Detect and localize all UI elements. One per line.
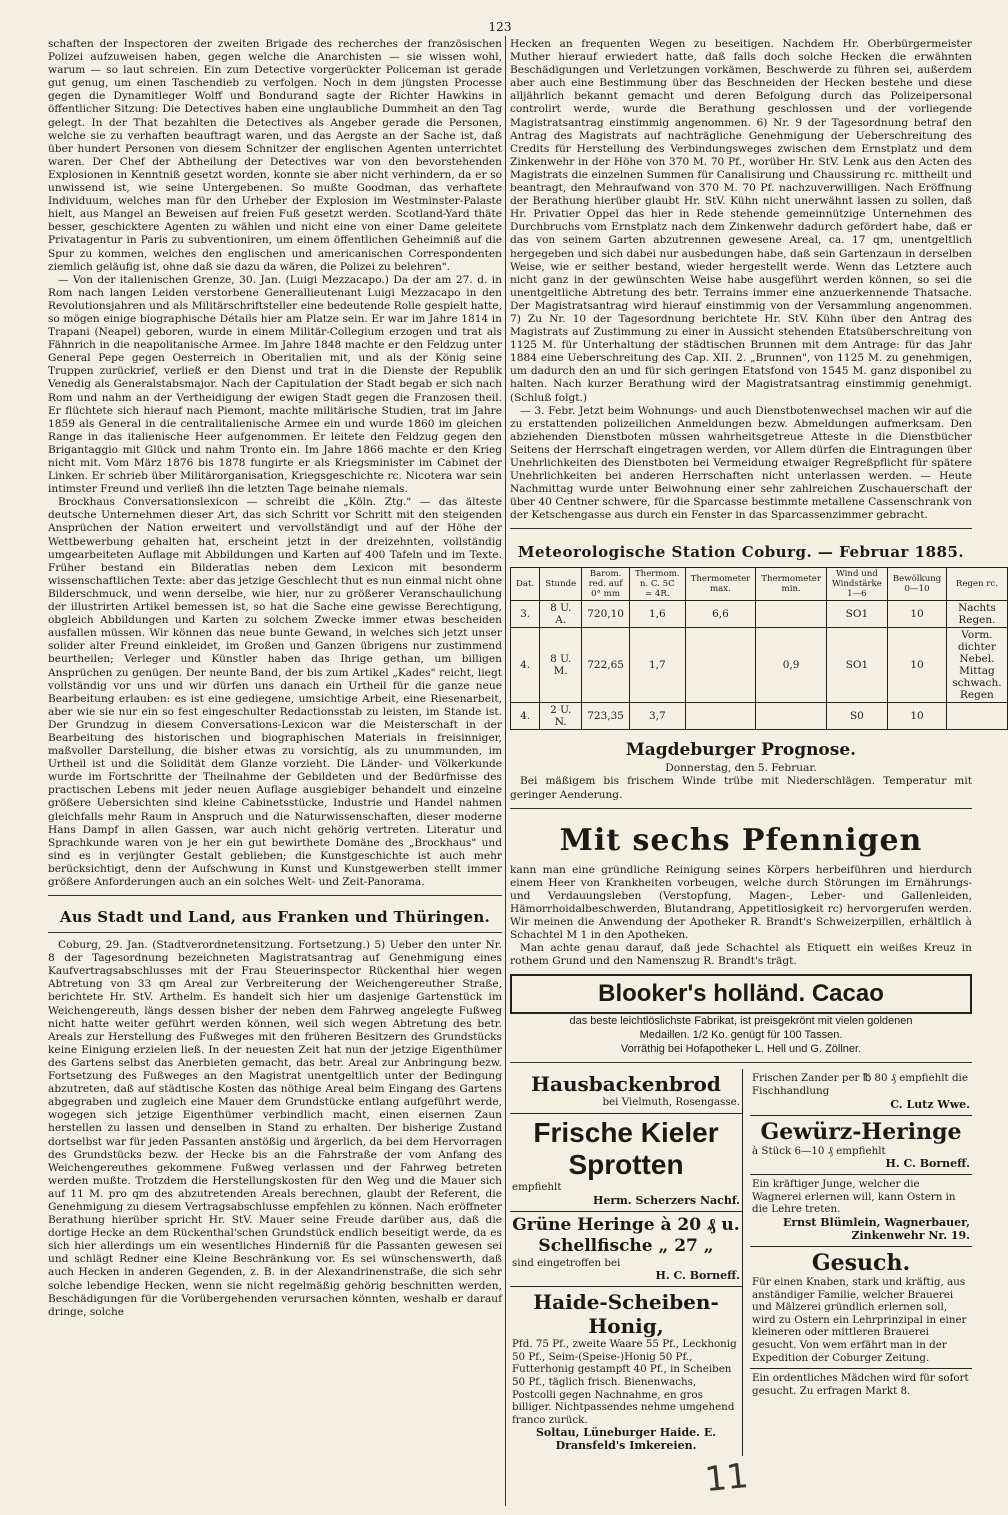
prognose-date: Donnerstag, den 5. Februar. — [665, 762, 817, 775]
table-cell: 0,9 — [756, 628, 827, 703]
ad-text: Für einen Knaben, stark und kräftig, aus anständiger Familie, welcher Brauerei und Mälzerei gründlich erlernen soll, wird zu Ostern ein Lehrprinzipal in einer kleineren oder mittleren Brauerei gesucht. Von wem erfährt man in der Expedition der Coburger Zeitung. — [752, 1275, 967, 1364]
ad-haide-honig — [510, 1287, 742, 1456]
ads-right-column — [750, 1069, 972, 1401]
table-cell: S0 — [826, 703, 887, 730]
blooker-line: Vorräthig bei Hofapotheker L. Hell und G. Zöllner. — [620, 1043, 862, 1056]
ad-gruene-heringe — [510, 1212, 742, 1288]
table-cell: 722,65 — [582, 628, 630, 703]
ad-text: Ein ordentliches Mädchen wird für sofort gesucht. Zu erfragen Markt 8. — [752, 1372, 969, 1397]
ad-text: Pfd. 75 Pf., zweite Waare 55 Pf., Leckhonig 50 Pf., Seim-(Speise-)Honig 50 Pf., Futterhonig gestampft 40 Pf., in Scheiben 50 Pf., täglich frisch. Bienenwachs, Postcolli gegen Nachnahme, en gros billiger. Nichtpassendes nehme umgehend franco zurück. — [512, 1338, 737, 1426]
ad-signature: H. C. Borneff. — [655, 1269, 740, 1283]
blooker-ad — [510, 974, 972, 1014]
table-cell — [685, 628, 756, 703]
ad-text: bei Vielmuth, Rosengasse. — [602, 1096, 740, 1109]
column-header: Thermometer max. — [685, 568, 756, 601]
blooker-title: Blooker's holländ. Cacao — [598, 980, 884, 1008]
divider — [510, 808, 972, 809]
ad-title: Gesuch. — [811, 1249, 911, 1276]
table-cell: 2 U. N. — [540, 703, 582, 730]
article-paragraph: Coburg, 29. Jan. (Stadtverordnetensitzung. Fortsetzung.) 5) Ueber den unter Nr. 8 der Tagesordnung bezeichneten Magistratsantrag auf Genehmigung eines Kaufvertragsabschlusses mit der Frau Steuerinspector Rückenthal hier wegen Abtretung von 33 qm Areal zur Verbreiterung der Weichengereuther Straße, berichtete Hr. StV. Arthelm. Es handelt sich hier um dasjenige Gartenstück im Weichengereuth, längs dessen bisher der neben dem Fahrweg angelegte Fußweg nicht hatte weiter geführt werden können, weil sich wegen Abtretung des betr. Areals zur Herstellung des Fußweges mit den früheren Besitzern des Grundstücks keine Einigung erzielen ließ. In der neuesten Zeit hat nun der jetzige Eigenthümer des Gartens selbst das Anerbieten gemacht, das betr. Areal zur Anbringung bezw. Fortsetzung des Fußweges an den Magistrat unentgeltlich unter der Bedingung abzutreten, daß auf städtische Kosten das nöthige Areal beim Eingang des Gartens abgegraben und zugleich eine Mauer dem Grundstücke entlang aufgeführt werde, wogegen sich jetzige Eigenthümer verbindlich macht, einen eisernen Zaun herstellen zu lassen und denselben in Stand zu erhalten. Der bisherige Zustand dortselbst war für jeden Passanten anstößig und ärgerlich, da bei dem Hervorragen des Grundstücks bezw. der Hecke bis an die Fahrstraße der vom Anfang des Weichengereuthes gekommene Fußweg verlassen und der Fahrweg betreten werden mußte. Trotzdem die Herstellungskosten für den Weg und die Mauer sich auf 11 M. pro qm des abzutretenden Areals berechnen, glaubt der Referent, die Genehmigung zu diesem Vertragsabschlusse empfehlen zu können. Nach eröffneter Berathung hierüber spricht Hr. StV. Mauer seine Freude darüber aus, daß die dortige Hecke an dem Rückenthal'schen Grundstück endlich beseitigt werde, da es sich hier allerdings um ein wesentliches Hinderniß für die Passanten gewesen sei und schlägt Redner eine Kleine Beschränkung vor. Es sei wünschenswerth, daß auch Hecken in anderen Gegenden, z. B. in der Alexandrinenstraße, die sich sehr solche lebendige Hecken, wenn sie nicht regelmäßig gehörig beschnitten werden, Beschädigungen für die Vorübergehenden verursachen könnten, weshalb er darauf dringe, solche — [48, 939, 502, 1318]
prognose-text: Bei mäßigem bis frischem Winde trübe mit Niederschlägen. Temperatur mit geringer Aenderung. — [510, 775, 972, 801]
article-paragraph: — Von der italienischen Grenze, 30. Jan. (Luigi Mezzacapo.) Da der am 27. d. in Rom nach langen Leiden verstorbene Generallieutenant Luigi Mezzacapo in den Revolutionsjahren und als Militärschriftsteller eine bedeutende Rolle gespielt hatte, so mögen einige biographische Détails hier am Platze sein. Er war im Jahre 1814 in Trapani (Neapel) geboren, wurde in einem Militär-Collegium erzogen und trat als Fähnrich in die neapolitanische Armee. Im Jahre 1848 machte er den Feldzug unter General Pepe gegen Oesterreich in Oberitalien mit, und als der König seine Truppen zurückrief, verließ er den Dienst und trat in die Dienste der Republik Venedig als Generalstabsmajor. Nach der Capitulation der Stadt begab er sich nach Rom und nahm an der Vertheidigung der ewigen Stadt gegen die Franzosen theil. Er flüchtete sich hierauf nach Piemont, machte militärische Studien, trat im Jahre 1859 als General in die centralitalienische Armee ein und wurde 1860 im gleichen Range in das italienische Heer aufgenommen. Er leitete den Feldzug gegen den Brigantaggio mit Glück und nahm Tronto ein. Im Jahre 1866 machte er den Krieg nicht mit. Vom März 1876 bis 1878 fungirte er als Kriegsminister im Cabinet der Linken. Er schrieb über Militärorganisation, Kriegsgeschichte rc. Nicotera war sein intimster Freund und verließ ihn die letzten Tage beinahe niemals. — [48, 273, 502, 496]
table-header-row — [511, 568, 1008, 601]
pfennig-ad-text: kann man eine gründliche Reinigung seines Körpers herbeiführen und hierdurch einem Heer von Krankheiten vorbeugen, welche durch Störungen im Ernährungs- und Verdauungsleben (Verstopfung, Magen-, Leber- und Gallenleiden, Hämorrhoidalbeschwerden, Blutandrang, Appetitlosigkeit rc) hervorgerufen werden. Wir meinen die Anwendung der Apotheker R. Brandt's Schweizerpillen, erhältlich à Schachtel M 1 in den Apotheken. — [510, 863, 972, 942]
article-paragraph: — 3. Febr. Jetzt beim Wohnungs- und auch Dienstbotenwechsel machen wir auf die zu erstattenden polizeilichen Anmeldungen bezw. Abmeldungen aufmerksam. Den abziehenden Dienstboten müssen wahrheitsgetreue Atteste in die Dienstbücher Seitens der Herrschaft eingetragen werden, vor Allem dürfen die Eintragungen über Unehrlichkeiten des Dienstboten bei Vermeidung etwaiger Regreßpflicht für spätere Unehrlichkeiten bei anderen Herrschaften nicht unterlassen werden. — Heute Nachmittag wurde unter Beiwohnung einer sehr zahlreichen Zuschauerschaft der über 40 Centner schwere, für die Sparcasse bestimmte metallene Cassenschrank von der Ketschengasse aus durch ein Fenster in das Sparcassenzimmer gebracht. — [510, 404, 972, 522]
column-header: Stunde — [540, 568, 582, 601]
article-paragraph: schaften der Inspectoren der zweiten Brigade des recherches der französischen Polizei aufzuweisen haben, gegen welche die Anarchisten — sie wissen wohl, warum — so laut schreien. Ein zum Detective vorgerückter Policeman ist gerade gut genug, um einen Taschendieb zu verfolgen. Noch in dem jüngsten Processe gegen die Dynamitleger Wolff und Bondurand sagte der Richter Hawkins in öffentlicher Sitzung: Die Detectives haben eine unglaubliche Dummheit an den Tag gelegt. In der That bezahlten die Detectives als Angeber gerade die Personen, welche sie zu verhaften beauftragt waren, und das Aergste an der Sache ist, daß über hundert Personen von diesem Schnitzer der englischen Agenten unterrichtet waren. Der Chef der Abtheilung der Detectives war von den bevorstehenden Explosionen in Kenntniß gesetzt worden, konnte sie aber nicht verhindern, da er so unwissend ist, wie seine Untergebenen. So mußte Goodman, das verhaftete Individuum, welches man für den Urheber der Explosion im Westminster-Palaste hielt, aus Mangel an Beweisen auf freien Fuß gesetzt werden. Scotland-Yard thäte besser, geschicktere Agenten zu wählen und nicht eine von einer Dame geleitete Privatagentur in Paris zu subventioniren, um einem öffentlichen Geheimniß auf die Spur zu kommen, welches den englischen und americanischen Correspondenten ziemlich geläufig ist, ohne daß sie dazu da wären, die Polizei zu belehren". — [48, 38, 502, 273]
ad-hausbackenbrod — [510, 1069, 742, 1114]
table-cell — [756, 601, 827, 628]
weather-table — [510, 567, 1008, 730]
ad-title: Frische Kieler Sprotten — [533, 1117, 719, 1180]
table-cell: Vorm. dichter Nebel. Mittag schwach. Regen — [947, 628, 1007, 703]
blooker-line: Medaillen. 1/2 Ko. genügt für 100 Tassen. — [639, 1029, 843, 1042]
blooker-line: das beste leichtlöslichste Fabrikat, ist preisgekrönt mit vielen goldenen — [569, 1015, 913, 1028]
ad-zander — [750, 1069, 972, 1115]
column-header: Regen rc. — [947, 568, 1007, 601]
divider — [48, 895, 502, 896]
column-header: Barom. red. auf 0° mm — [582, 568, 630, 601]
ad-gesuch — [750, 1247, 972, 1369]
ad-title: Gewürz-Heringe — [760, 1118, 962, 1145]
table-cell: 8 U. A. — [540, 601, 582, 628]
table-row — [511, 601, 1008, 628]
ad-text: empfiehlt — [512, 1181, 562, 1193]
table-cell: 1,6 — [629, 601, 685, 628]
pfennig-ad-note: Man achte genau darauf, daß jede Schachtel als Etiquett ein weißes Kreuz in rothem Grund und den Namenszug R. Brandt's trägt. — [510, 942, 972, 968]
divider — [510, 528, 972, 529]
ad-signature: C. Lutz Wwe. — [890, 1097, 970, 1111]
article-paragraph: Hecken an frequenten Wegen zu beseitigen. Nachdem Hr. Oberbürgermeister Muther hierauf erwiedert hatte, daß falls doch solche Hecken die erwähnten Beschädigungen und Verletzungen vorkämen, Beschwerde zu führen sei, außerdem aber auch eine Bestimmung über das Beschneiden der Hecken bestehe und diese alljährlich bekannt gemacht und deren Befolgung durch das Polizeipersonal controlirt werde, wurde die Berathung geschlossen und der vorliegende Magistratsantrag einstimmig angenommen. 6) Nr. 9 der Tagesordnung betraf den Antrag des Magistrats auf nachträgliche Genehmigung der Ueberschreitung des Credits für Herstellung des Verbindungsweges zwischen dem Ernstplatz und dem Zinkenwehr in der Höhe von 370 M. 70 Pf., worüber Hr. StV. Lenk aus den Acten des Magistrats die einzelnen Summen für Canalisirung und Chaussirung rc. mittheilt und beantragt, den Mehraufwand von 370 M. 70 Pf. nachzuverwilligen. Nach Eröffnung der Berathung hierüber glaubt Hr. StV. Kühn nicht unerwähnt lassen zu sollen, daß Hr. Privatier Oppel das hier in Rede stehende gemeinnützige Unternehmen des Durchbruchs vom Ernstplatz nach dem Zinkenwehr dadurch gefördert habe, daß er das von seinem Garten abzutrennen gewesene Areal, ca. 17 qm, unentgeltlich hergegeben und sich dabei nur ausbedungen habe, daß sein Gartenzaun in derselben Weise, wie er seither bestand, wieder hergestellt werde. Wenn das Letztere auch nicht ganz in der gewünschten Weise habe ausgeführt werden können, so sei die unentgeltliche Abtretung des betr. Terrains immer eine anzuerkennende Thatsache. Der Magistratsantrag wird hierauf einstimmig von der Versammlung angenommen. 7) Zu Nr. 10 der Tagesordnung berichtete Hr. StV. Kühn über den Antrag des Magistrats auf Zustimmung zu einer in Aussicht stehenden Etatsüberschreitung von 1125 M. für Unterhaltung der städtischen Brunnen mit dem Antrage: für das Jahr 1884 eine Ueberschreitung des Cap. XII. 2. „Brunnen", von 1125 M. zu genehmigen, um dadurch den an und für sich geringen Etatsfond von 1545 M. ganz disponibel zu halten. Nach kurzer Berathung wird der Magistratsantrag einstimmig genehmigt. (Schluß folgt.) — [510, 38, 972, 404]
table-cell — [947, 703, 1007, 730]
article-paragraph: Brockhaus Conversationslexicon — schreibt die „Köln. Ztg." — das älteste deutsche Unternehmen dieser Art, das sich Schritt vor Schritt mit den steigenden Ansprüchen der Nation erweitert und vervollständigt und auf der Höhe der Wettbewerbung gehalten hat, erscheint jetzt in der dreizehnten, vollständig umgearbeiteten Auflage mit Abbildungen und Karten auf 400 Tafeln und im Texte. Früher bestand ein Bilderatlas neben dem Lexicon mit besonderm wissenschaftlichen Texte: aber das jetzige Geschlecht thut es nun einmal nicht ohne Bilderschmuck, und wenn derselbe, wie hier, nur zu größerer Veranschaulichung der illustrirten Artikel bemessen ist, so hat die Sache eine gewisse Berechtigung, obgleich Abbildungen und Karten zu solchem Zwecke immer etwas bescheiden ausfallen müssen. Wir können das neue bunte Gewand, in welches sich jetzt unser solider alter Freund einkleidet, im Großen und Ganzen übrigens nur zustimmend beurtheilen; Verleger und Künstler haben das Ihrige gethan, um billigen Ansprüchen zu genügen. Der neunte Band, der bis zum Artikel „Kades" reicht, liegt vollständig vor uns und wir dürfen uns danach ein Urtheil für die ganze neue Bearbeitung erlauben: es ist eine gediegene, umsichtige Arbeit, eine Riesenarbeit, aber wie sie nur ein so fest eingeschulter Redactionsstab zu leisten, im Stande ist. Der Grundzug in diesem Conversations-Lexicon war die Meisterschaft in der Bearbeitung des historischen und biographischen Materials in freisinniger, maßvoller Darstellung, die bisher etwas zu vorsichtig, als zu unummunden, im Urtheil ist und die Solidität dem Glanze vorzieht. Die Länder- und Völkerkunde wurde im Fortschritte der Theilnahme der Gebildeten und der Bedürfnisse des practischen Lebens mit jeder neuen Auflage ausgiebiger behandelt und einzelne größere Uebersichten sind kleine Cabinetsstücke, Industrie und Handel nahmen gleichfalls mehr Raum in Anspruch und die Naturwissenschaften, dieser moderne Hans Dampf in allen Gassen, war auch nicht gehörig vertreten. Literatur und Sprachkunde waren von je her ein gut bewirthete Domäne des „Brockhaus" und sind es in verjüngter Gestalt geblieben; die Kunstgeschichte ist auch mehr berücksichtigt, denn der Aufschwung in Kunst und Kunstgewerben stellt immer größere Anforderungen auch an ein solches Welt- und Zeit-Panorama. — [48, 496, 502, 888]
ad-title: Haide-Scheiben-Honig, — [533, 1290, 719, 1339]
table-cell: 3,7 — [629, 703, 685, 730]
column-header: Dat. — [511, 568, 540, 601]
divider — [510, 1062, 972, 1063]
table-cell: 723,35 — [582, 703, 630, 730]
ad-maedchen — [750, 1369, 972, 1401]
prognose-title: Magdeburger Prognose. — [625, 740, 857, 761]
ad-text: à Stück 6—10 ₰ empfiehlt — [752, 1144, 886, 1157]
column-header: Thermom. n. C. 5C = 4R. — [629, 568, 685, 601]
ads-left-column — [510, 1069, 743, 1456]
weather-table-title: Meteorologische Station Coburg. — Februar 1885. — [517, 543, 965, 562]
ad-signature: Ernst Blümlein, Wagnerbauer, Zinkenwehr Nr. 19. — [782, 1215, 970, 1242]
left-column — [48, 38, 502, 1508]
column-header: Wind und Windstärke 1—6 — [826, 568, 887, 601]
table-cell: 3. — [511, 601, 540, 628]
table-row — [511, 703, 1008, 730]
table-cell — [756, 703, 827, 730]
table-cell — [685, 703, 756, 730]
ad-junge — [750, 1175, 972, 1247]
column-divider — [505, 36, 506, 1506]
table-cell: 10 — [887, 601, 946, 628]
column-header: Bewölkung 0—10 — [887, 568, 946, 601]
ad-title: Hausbackenbrod — [531, 1072, 721, 1097]
table-cell: SO1 — [826, 628, 887, 703]
table-cell: 10 — [887, 628, 946, 703]
ad-signature: Herm. Scherzers Nachf. — [592, 1193, 740, 1207]
table-cell: 1,7 — [629, 628, 685, 703]
page-number: 123 — [488, 20, 512, 34]
ad-kieler-sprotten — [510, 1114, 742, 1212]
ad-title: Grüne Heringe à 20 ₰ u. Schellfische „ 27 „ — [512, 1214, 740, 1256]
divider — [48, 932, 502, 933]
ad-signature: Soltau, Lüneburger Haide. E. Dransfeld's Imkereien. — [535, 1426, 717, 1453]
table-cell: 6,6 — [685, 601, 756, 628]
table-cell: Nachts Regen. — [947, 601, 1007, 628]
handwritten-numeral: 11 — [703, 1455, 751, 1501]
table-cell: 8 U. M. — [540, 628, 582, 703]
table-row — [511, 628, 1008, 703]
pfennig-ad-title: Mit sechs Pfennigen — [559, 822, 923, 858]
column-header: Thermometer min. — [756, 568, 827, 601]
table-cell: 4. — [511, 703, 540, 730]
ad-text: Frischen Zander per ℔ 80 ₰ empfiehlt die Fischhandlung — [752, 1072, 968, 1097]
ad-text: Ein kräftiger Junge, welcher die Wagnerei erlernen will, kann Ostern in die Lehre treten. — [752, 1178, 956, 1216]
ad-signature: H. C. Borneff. — [885, 1157, 970, 1171]
table-cell: 10 — [887, 703, 946, 730]
table-cell: 4. — [511, 628, 540, 703]
table-cell: SO1 — [826, 601, 887, 628]
ad-text: sind eingetroffen bei — [512, 1256, 621, 1269]
right-column — [510, 38, 1002, 1508]
table-cell: 720,10 — [582, 601, 630, 628]
section-heading: Aus Stadt und Land, aus Franken und Thüringen. — [59, 908, 491, 927]
ad-gewuerz-heringe — [750, 1116, 972, 1176]
